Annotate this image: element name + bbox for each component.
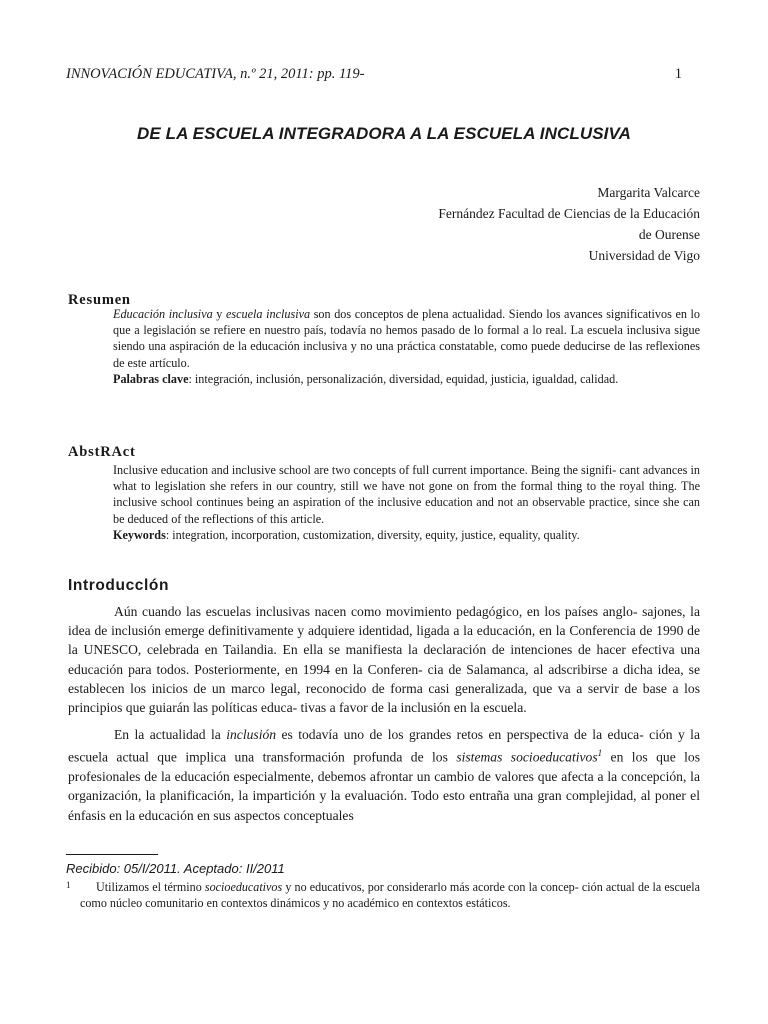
abstract-heading: AbstRAct bbox=[68, 444, 136, 460]
abstract-keywords-label: Keywords bbox=[113, 527, 166, 542]
footnote-divider bbox=[66, 854, 158, 855]
p2-part-a: En la actualidad la bbox=[114, 727, 227, 743]
abstract-keywords-list: : integration, incorporation, customization, diversity, equity, justice, equality, quality. bbox=[165, 527, 580, 542]
resumen-heading: Resumen bbox=[68, 292, 131, 308]
resumen-term-1: Educación inclusiva bbox=[113, 307, 213, 321]
paragraph-1: Aún cuando las escuelas inclusivas nacen como movimiento pedagógico, en los países anglo- sajones, la idea de inclusión emerge definitivamente y adquiere identidad, ligada a la educación, en la Conferencia de 1990 de la UNESCO, celebrada en Tailandia. En ella se manifiesta la declaración de intenciones de hacer efectiva una educación para todos. Posteriormente, en 1994 en la Conferen- cia de Salamanca, al adscribirse a dicha idea, se establecen los inicios de un marco legal, reconocido de forma casi generalizada, que va a servir de base a los principios que guiarán las políticas educa- tivas a favor de la inclusión en la escuela. bbox=[68, 604, 700, 716]
introduccion-body bbox=[68, 602, 700, 825]
received-date: Recibido: 05/I/2011. Aceptado: II/2011 bbox=[66, 861, 285, 876]
resumen-text bbox=[113, 306, 700, 371]
p2-part-c: en los que los profesionales de la educación especialmente, debemos afrontar un cambio de valores que afecta a la concepción, la organización, la planificación, la impartición y la evaluación. Todo esto entraña una gran complejidad, al poner el énfasis en la educación en sus aspectos conceptuales bbox=[68, 749, 701, 823]
resumen-term-2: escuela inclusiva bbox=[225, 307, 311, 321]
keywords-label: Palabras clave bbox=[113, 371, 189, 386]
running-header bbox=[66, 66, 682, 83]
article-title: DE LA ESCUELA INTEGRADORA A LA ESCUELA INCLUSIVA bbox=[136, 124, 632, 143]
footnote-term: socioeducativos bbox=[204, 880, 283, 894]
resumen-keywords bbox=[113, 371, 700, 387]
keywords-list: : integración, inclusión, personalización, diversidad, equidad, justicia, igualdad, calidad. bbox=[188, 371, 619, 386]
author-affiliation bbox=[438, 182, 700, 266]
resumen-connector: y bbox=[212, 307, 226, 321]
footnote-part-b: y no educativos, por considerarlo más acorde con la concep- ción actual de la escuela como núcleo comunitario en contextos dinámicos y no académico en contextos estáticos. bbox=[80, 880, 701, 910]
p2-term-sistemas: sistemas socioeducativos bbox=[456, 749, 598, 765]
footnote-number: 1 bbox=[66, 880, 71, 890]
footnote bbox=[66, 879, 700, 911]
resumen-content: son dos conceptos de plena actualidad. Siendo los avances significativos en lo que a legislación se refiere en nuestro país, todavía no hemos pasado de lo formal a lo real. La escuela inclusiva sigue siendo una aspiración de la educación inclusiva y no una práctica constatable, como puede deducirse de las reflexiones de este artículo. bbox=[113, 307, 701, 370]
abstract-body bbox=[113, 462, 700, 543]
page-number: 1 bbox=[674, 66, 682, 82]
introduccion-heading: Introducclón bbox=[68, 577, 170, 594]
author-line-4: Universidad de Vigo bbox=[588, 248, 700, 263]
resumen-body bbox=[113, 306, 700, 387]
footnote-text bbox=[66, 879, 700, 911]
p2-part-b: es todavía uno de los grandes retos en perspectiva de la educa- ción y la escuela actual que implica una transformación profunda de los bbox=[68, 727, 700, 765]
abstract-text: Inclusive education and inclusive school are two concepts of full current importance. Being the signifi- cant advances in what to legislation she refers in our country, still we have not gone on from the formal thing to the royal thing. The inclusive school continues being an aspiration of the inclusive education and not an observable practice, since she can be deduced of the reflections of this article. bbox=[113, 463, 700, 526]
author-line-2: Fernández Facultad de Ciencias de la Educación bbox=[438, 206, 700, 221]
footnote-marker: 1 bbox=[597, 748, 603, 759]
author-line-3: de Ourense bbox=[638, 227, 700, 242]
abstract-keywords bbox=[113, 527, 700, 543]
p2-term-inclusion: inclusión bbox=[226, 727, 277, 743]
footnote-part-a: Utilizamos el término bbox=[96, 880, 205, 894]
paragraph-2 bbox=[68, 725, 700, 825]
author-line-1: Margarita Valcarce bbox=[597, 185, 700, 200]
journal-citation: INNOVACIÓN EDUCATIVA, n.º 21, 2011: pp. 119- bbox=[66, 66, 365, 82]
